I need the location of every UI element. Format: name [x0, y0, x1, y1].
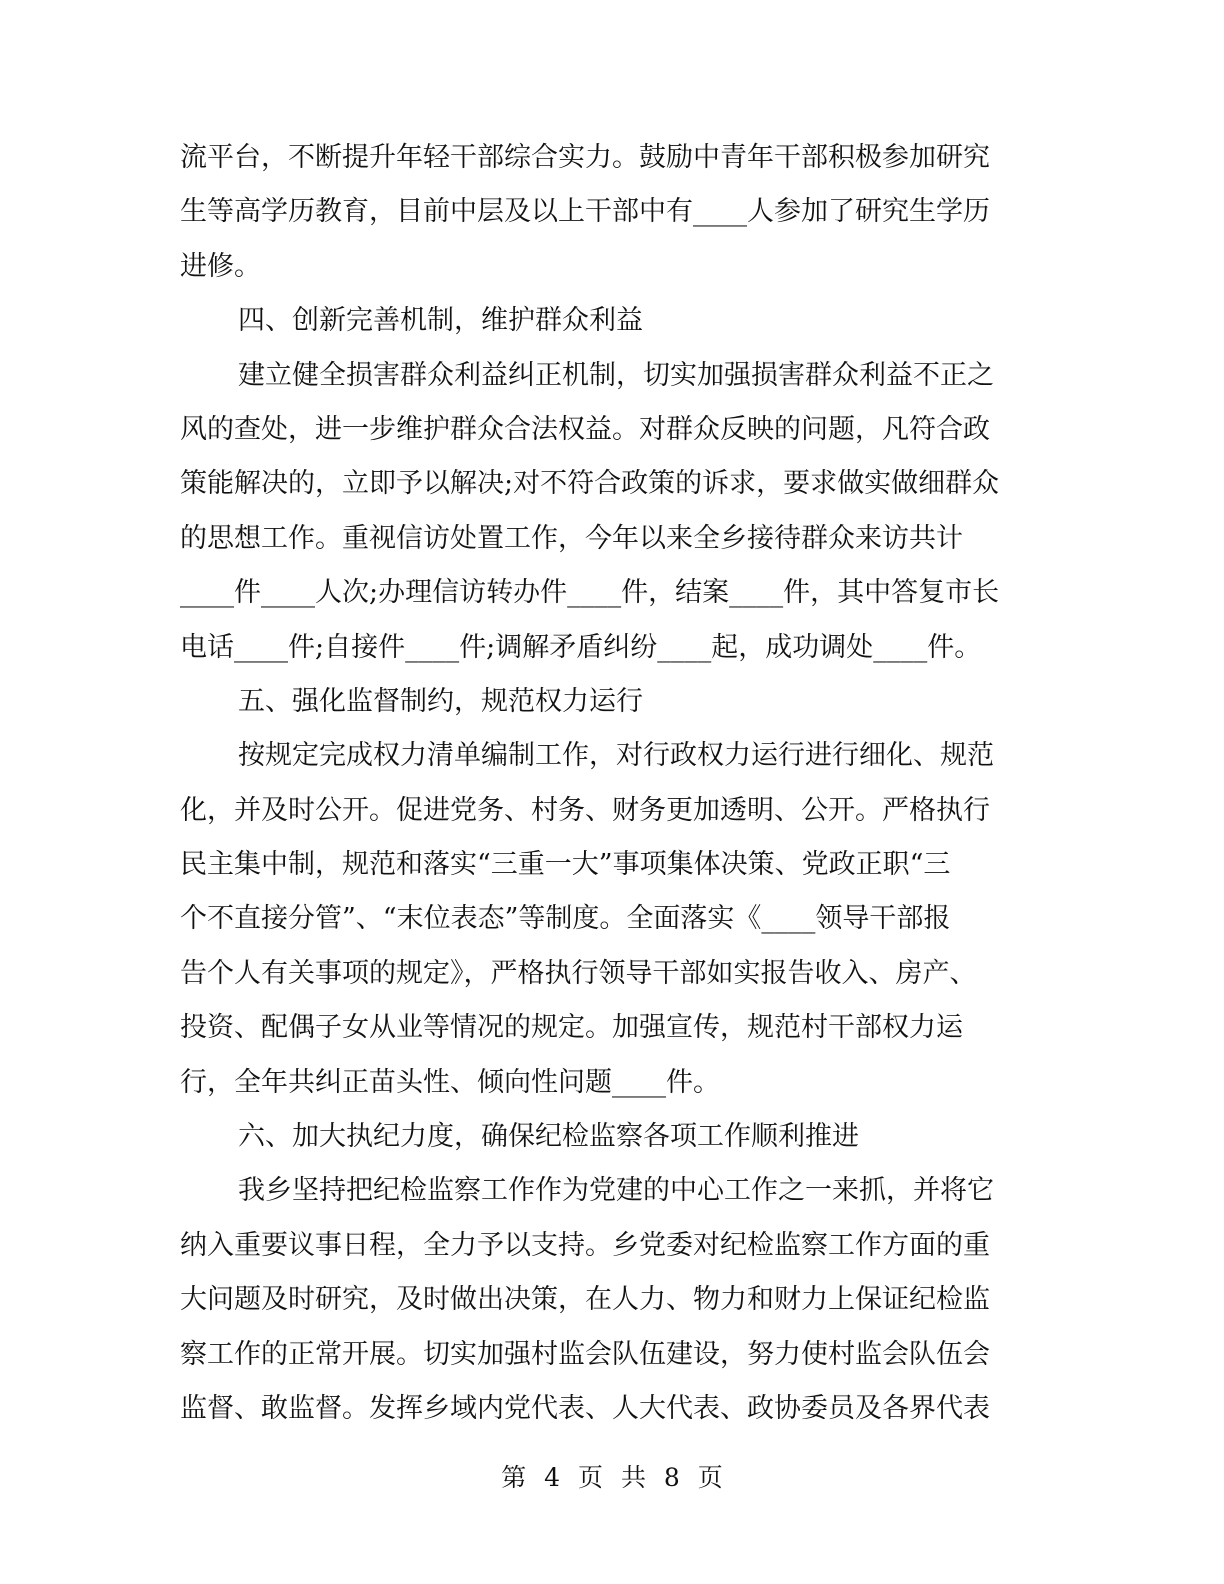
text-line: 告个人有关事项的规定》，严格执行领导干部如实报告收入、房产、	[180, 957, 977, 989]
text-line: ____件____人次;办理信访转办件____件，结案____件，其中答复市长	[180, 577, 1000, 609]
text-line: 风的查处，进一步维护群众合法权益。对群众反映的问题，凡符合政	[180, 413, 990, 445]
text-line: 进修。	[180, 250, 261, 282]
text-line: 行，全年共纠正苗头性、倾向性问题____件。	[180, 1066, 720, 1098]
section-heading: 六、加大执纪力度，确保纪检监察各项工作顺利推进	[238, 1121, 859, 1153]
text-line: 我乡坚持把纪检监察工作作为党建的中心工作之一来抓，并将它	[238, 1175, 994, 1207]
text-line: 民主集中制，规范和落实“三重一大”事项集体决策、党政正职“三	[180, 849, 951, 881]
text-line: 流平台，不断提升年轻干部综合实力。鼓励中青年干部积极参加研究	[180, 142, 990, 173]
text-line: 大问题及时研究，及时做出决策，在人力、物力和财力上保证纪检监	[180, 1284, 990, 1316]
text-line: 化，并及时公开。促进党务、村务、财务更加透明、公开。严格执行	[180, 794, 990, 826]
document-body	[180, 131, 1040, 1436]
text-line: 电话____件;自接件____件;调解矛盾纠纷____起，成功调处____件。	[180, 631, 982, 663]
text-line: 投资、配偶子女从业等情况的规定。加强宣传，规范村干部权力运	[180, 1012, 963, 1044]
text-line: 建立健全损害群众利益纠正机制，切实加强损害群众利益不正之	[238, 359, 994, 391]
page-number-footer: 第 4 页 共 8 页	[501, 1463, 723, 1492]
text-line: 按规定完成权力清单编制工作，对行政权力运行进行细化、规范	[238, 740, 994, 772]
text-line: 生等高学历教育，目前中层及以上干部中有____人参加了研究生学历	[180, 196, 990, 228]
text-line: 策能解决的，立即予以解决;对不符合政策的诉求，要求做实做细群众	[180, 468, 1000, 500]
text-line: 个不直接分管”、“末位表态”等制度。全面落实《____领导干部报	[180, 903, 951, 935]
section-heading: 四、创新完善机制，维护群众利益	[238, 305, 643, 337]
text-line: 察工作的正常开展。切实加强村监会队伍建设，努力使村监会队伍会	[180, 1338, 990, 1370]
text-line: 纳入重要议事日程，全力予以支持。乡党委对纪检监察工作方面的重	[180, 1229, 990, 1261]
text-line: 的思想工作。重视信访处置工作，今年以来全乡接待群众来访共计	[180, 522, 963, 554]
section-heading: 五、强化监督制约，规范权力运行	[238, 685, 643, 717]
text-line: 监督、敢监督。发挥乡域内党代表、人大代表、政协委员及各界代表	[180, 1392, 990, 1424]
